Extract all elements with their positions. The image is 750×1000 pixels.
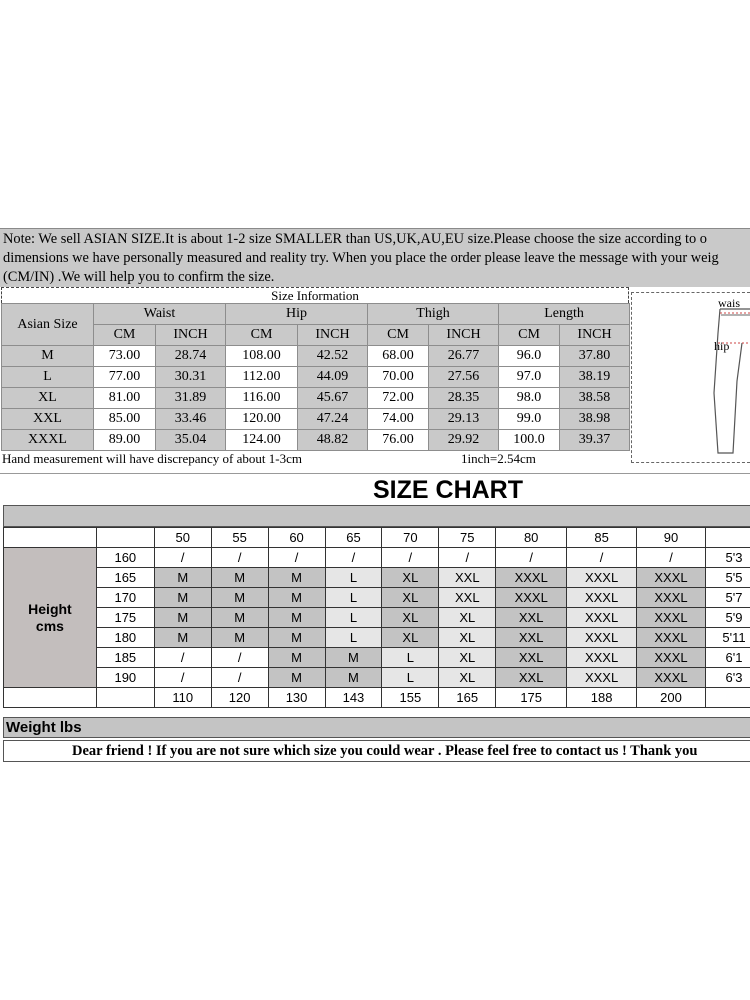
unit-header: CM	[94, 325, 156, 346]
measurement-value: 120.00	[226, 409, 298, 430]
size-cell: XXXL	[637, 628, 706, 648]
pants-illustration	[632, 293, 750, 463]
weight-lbs-cell: 130	[268, 688, 325, 708]
weight-kg-cell: 50	[154, 528, 211, 548]
corner-cell	[96, 688, 154, 708]
height-row	[4, 588, 750, 608]
measurement-value: 31.89	[156, 388, 226, 409]
weight-kg-row	[4, 528, 750, 548]
size-cell: /	[154, 668, 211, 688]
measurement-value: 81.00	[94, 388, 156, 409]
weight-lbs-cell: 155	[382, 688, 439, 708]
measurement-value: 38.19	[560, 367, 630, 388]
size-cell: M	[268, 608, 325, 628]
measurement-value: 108.00	[226, 346, 298, 367]
size-cell: XXL	[439, 568, 496, 588]
length-header: Length	[499, 304, 630, 325]
measurement-value: 37.80	[560, 346, 630, 367]
measurement-value: 72.00	[368, 388, 429, 409]
measurement-value: 100.0	[499, 430, 560, 451]
corner-cell	[96, 528, 154, 548]
weight-kg-cell	[705, 528, 750, 548]
unit-header: CM	[226, 325, 298, 346]
size-cell: M	[268, 648, 325, 668]
hip-header: Hip	[226, 304, 368, 325]
size-cell: L	[382, 648, 439, 668]
measurement-value: 29.92	[429, 430, 499, 451]
unit-header: CM	[368, 325, 429, 346]
size-cell: L	[382, 668, 439, 688]
measurement-value: 42.52	[298, 346, 368, 367]
size-row	[2, 346, 630, 367]
size-cell: XXL	[496, 648, 567, 668]
size-chart-title: SIZE CHART	[0, 473, 750, 505]
height-row	[4, 648, 750, 668]
pants-diagram	[631, 292, 750, 463]
size-cell: M	[325, 648, 382, 668]
size-row	[2, 409, 630, 430]
measurement-value: 112.00	[226, 367, 298, 388]
measurement-value: 73.00	[94, 346, 156, 367]
size-cell: XXXL	[637, 608, 706, 628]
weight-kg-cell: 90	[637, 528, 706, 548]
size-cell: XXXL	[567, 628, 637, 648]
unit-header: INCH	[298, 325, 368, 346]
size-cell: M	[325, 668, 382, 688]
height-value: 170	[96, 588, 154, 608]
size-row	[2, 430, 630, 451]
height-row	[4, 608, 750, 628]
weight-kg-cell: 70	[382, 528, 439, 548]
waist-diagram-label: wais	[718, 296, 740, 310]
pants-outline	[714, 309, 750, 453]
unit-header: INCH	[156, 325, 226, 346]
size-cell: XXL	[439, 588, 496, 608]
measurement-value: 38.98	[560, 409, 630, 430]
size-cell: M	[211, 608, 268, 628]
measurement-value: 48.82	[298, 430, 368, 451]
size-cell: M	[211, 568, 268, 588]
height-value: 190	[96, 668, 154, 688]
measurement-value: 30.31	[156, 367, 226, 388]
size-cell: XXXL	[496, 568, 567, 588]
weight-lbs-cell: 143	[325, 688, 382, 708]
measurement-value: 89.00	[94, 430, 156, 451]
size-cell: M	[154, 568, 211, 588]
size-chart-grid	[3, 527, 750, 708]
inch-conversion-note: 1inch=2.54cm	[461, 451, 536, 466]
unit-header: INCH	[429, 325, 499, 346]
height-value: 160	[96, 548, 154, 568]
size-cell: XXXL	[637, 568, 706, 588]
size-cell: M	[268, 668, 325, 688]
measurement-value: 98.0	[499, 388, 560, 409]
weight-lbs-cell: 188	[567, 688, 637, 708]
size-cell: /	[567, 548, 637, 568]
size-cell: L	[325, 568, 382, 588]
size-cell: M	[211, 588, 268, 608]
corner-cell	[4, 688, 97, 708]
weight-lbs-cell	[705, 688, 750, 708]
size-cell: M	[268, 588, 325, 608]
size-information-table	[1, 287, 629, 469]
size-cell: XL	[439, 628, 496, 648]
weight-lbs-cell: 165	[439, 688, 496, 708]
size-cell: XXL	[496, 628, 567, 648]
height-feet: 5'7	[705, 588, 750, 608]
discrepancy-note: Hand measurement will have discrepancy of about 1-3cm	[2, 451, 302, 466]
height-value: 165	[96, 568, 154, 588]
size-cell: /	[154, 648, 211, 668]
size-cell: XXXL	[496, 588, 567, 608]
size-cell: XXXL	[637, 668, 706, 688]
corner-cell	[4, 528, 97, 548]
height-row	[4, 568, 750, 588]
measurement-value: 45.67	[298, 388, 368, 409]
note-line: Note: We sell ASIAN SIZE.It is about 1-2 size SMALLER than US,UK,AU,EU size.Please choose the size according to o	[3, 231, 707, 247]
size-row	[2, 388, 630, 409]
size-cell: /	[382, 548, 439, 568]
thigh-header: Thigh	[368, 304, 499, 325]
note-line: dimensions we have personally measured and reality try. When you place the order please leave the message with your weig	[3, 250, 719, 266]
height-feet: 5'3	[705, 548, 750, 568]
size-cell: L	[325, 608, 382, 628]
size-cell: /	[637, 548, 706, 568]
size-cell: M	[268, 568, 325, 588]
measurement-value: 74.00	[368, 409, 429, 430]
note-line: (CM/IN) .We will help you to confirm the size.	[3, 269, 275, 285]
height-weight-table	[3, 527, 750, 708]
weight-lbs-label: Weight lbs	[3, 717, 750, 738]
size-cell: XL	[439, 668, 496, 688]
weight-lbs-cell: 175	[496, 688, 567, 708]
size-cell: XL	[382, 628, 439, 648]
height-value: 175	[96, 608, 154, 628]
size-label: M	[2, 346, 94, 367]
size-cell: XXXL	[567, 608, 637, 628]
size-cell: XXXL	[637, 588, 706, 608]
measurement-value: 96.0	[499, 346, 560, 367]
size-cell: XXXL	[567, 588, 637, 608]
weight-kg-cell: 75	[439, 528, 496, 548]
size-cell: M	[154, 608, 211, 628]
measurement-value: 33.46	[156, 409, 226, 430]
size-cell: L	[325, 588, 382, 608]
measurement-value: 124.00	[226, 430, 298, 451]
weight-kg-cell: 65	[325, 528, 382, 548]
size-cell: XXL	[496, 668, 567, 688]
height-feet: 6'3	[705, 668, 750, 688]
size-label: XL	[2, 388, 94, 409]
measurement-value: 28.35	[429, 388, 499, 409]
size-cell: /	[211, 668, 268, 688]
hip-diagram-label: hip	[714, 339, 730, 353]
measurement-value: 27.56	[429, 367, 499, 388]
size-cell: XXXL	[567, 648, 637, 668]
size-cell: XL	[382, 588, 439, 608]
size-cell: L	[325, 628, 382, 648]
size-note	[0, 228, 750, 287]
measurement-value: 70.00	[368, 367, 429, 388]
size-cell: XL	[382, 568, 439, 588]
measurement-value: 28.74	[156, 346, 226, 367]
height-feet: 5'5	[705, 568, 750, 588]
size-cell: M	[211, 628, 268, 648]
measurement-value: 35.04	[156, 430, 226, 451]
asian-size-header: Asian Size	[2, 304, 94, 346]
measurement-value: 39.37	[560, 430, 630, 451]
size-label: XXXL	[2, 430, 94, 451]
measurement-value: 116.00	[226, 388, 298, 409]
size-label: L	[2, 367, 94, 388]
size-cell: M	[154, 628, 211, 648]
size-cell: /	[439, 548, 496, 568]
height-cms-label	[4, 548, 97, 688]
weight-lbs-row	[4, 688, 750, 708]
measurement-value: 77.00	[94, 367, 156, 388]
size-cell: /	[496, 548, 567, 568]
size-chart-band	[3, 505, 750, 527]
height-label: Height	[28, 600, 72, 617]
height-feet: 6'1	[705, 648, 750, 668]
weight-kg-cell: 55	[211, 528, 268, 548]
weight-lbs-cell: 120	[211, 688, 268, 708]
measurement-footnote	[1, 451, 629, 467]
height-feet: 5'9	[705, 608, 750, 628]
size-cell: XXL	[496, 608, 567, 628]
measurement-value: 26.77	[429, 346, 499, 367]
size-cell: /	[211, 648, 268, 668]
waist-header: Waist	[94, 304, 226, 325]
height-value: 185	[96, 648, 154, 668]
size-cell: M	[268, 628, 325, 648]
size-label: XXL	[2, 409, 94, 430]
size-cell: XXXL	[567, 568, 637, 588]
contact-message: Dear friend ! If you are not sure which size you could wear . Please feel free to contact us ! Thank you	[3, 740, 750, 762]
size-cell: /	[268, 548, 325, 568]
size-row	[2, 367, 630, 388]
unit-header: CM	[499, 325, 560, 346]
measurement-value: 76.00	[368, 430, 429, 451]
weight-kg-cell: 85	[567, 528, 637, 548]
size-cell: M	[154, 588, 211, 608]
size-information-title: Size Information	[1, 287, 629, 303]
measurement-value: 68.00	[368, 346, 429, 367]
unit-header: INCH	[560, 325, 630, 346]
measurement-value: 38.58	[560, 388, 630, 409]
measurement-value: 85.00	[94, 409, 156, 430]
size-cell: XL	[382, 608, 439, 628]
size-cell: XXXL	[637, 648, 706, 668]
measurement-value: 97.0	[499, 367, 560, 388]
measurement-value: 47.24	[298, 409, 368, 430]
size-cell: /	[325, 548, 382, 568]
measurement-value: 29.13	[429, 409, 499, 430]
weight-kg-cell: 80	[496, 528, 567, 548]
size-cell: /	[154, 548, 211, 568]
size-cell: XL	[439, 648, 496, 668]
height-row	[4, 668, 750, 688]
weight-lbs-cell: 200	[637, 688, 706, 708]
cms-label: cms	[35, 617, 64, 634]
measurement-table	[1, 303, 630, 451]
height-row	[4, 548, 750, 568]
size-cell: XL	[439, 608, 496, 628]
size-cell: /	[211, 548, 268, 568]
measurement-value: 99.0	[499, 409, 560, 430]
weight-lbs-cell: 110	[154, 688, 211, 708]
height-feet: 5'11	[705, 628, 750, 648]
weight-kg-cell: 60	[268, 528, 325, 548]
measurement-value: 44.09	[298, 367, 368, 388]
height-value: 180	[96, 628, 154, 648]
size-cell: XXXL	[567, 668, 637, 688]
height-row	[4, 628, 750, 648]
